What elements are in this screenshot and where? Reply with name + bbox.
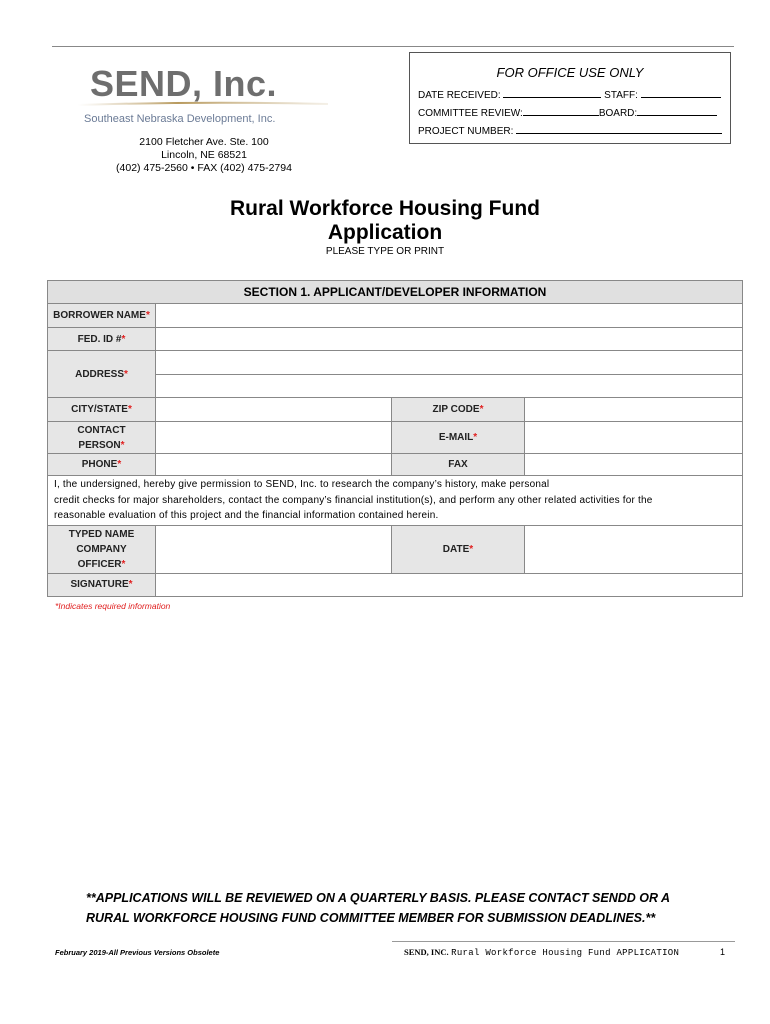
date-label: DATE* <box>392 525 525 573</box>
contact-person-label: CONTACT PERSON* <box>48 422 156 454</box>
title-line-2: Application <box>327 221 443 244</box>
contact-person-field[interactable] <box>156 422 392 454</box>
fax-field[interactable] <box>525 454 743 476</box>
typed-name-officer-field[interactable] <box>156 525 392 573</box>
fed-id-field[interactable] <box>156 328 743 351</box>
phone-number: (402) 475-2560 <box>116 162 188 174</box>
project-number-label: PROJECT NUMBER: <box>418 126 514 137</box>
bullet-icon: • <box>190 162 195 174</box>
fax-label: FAX <box>392 454 525 476</box>
organization-address <box>84 136 324 175</box>
address-field-line-2[interactable] <box>156 375 743 398</box>
address-line-2: Lincoln, NE 68521 <box>161 149 247 161</box>
notice-line-2: RURAL WORKFORCE HOUSING FUND COMMITTEE MEMBER FOR SUBMISSION DEADLINES.** <box>86 911 656 925</box>
fed-id-label: FED. ID #* <box>48 328 156 351</box>
phone-label: PHONE* <box>48 454 156 476</box>
submission-notice <box>86 888 706 928</box>
page-number: 1 <box>720 947 726 957</box>
footer-doc-title: Rural Workforce Housing Fund APPLICATION <box>451 948 680 958</box>
signature-label: SIGNATURE* <box>48 573 156 596</box>
address-field-line-1[interactable] <box>156 351 743 375</box>
consent-line-1: I, the undersigned, hereby give permission to SEND, Inc. to research the company’s history, make personal <box>54 479 550 490</box>
required-note: *Indicates required information <box>55 601 171 611</box>
title-line-1: Rural Workforce Housing Fund <box>230 197 540 220</box>
office-use-title: FOR OFFICE USE ONLY <box>496 65 644 80</box>
date-field[interactable] <box>525 525 743 573</box>
office-row-2 <box>418 106 717 119</box>
instructions: PLEASE TYPE OR PRINT <box>325 246 445 257</box>
staff-field[interactable] <box>641 88 721 98</box>
section-1-header: SECTION 1. APPLICANT/DEVELOPER INFORMATION <box>48 281 743 304</box>
board-field[interactable] <box>637 106 717 116</box>
address-line-1: 2100 Fletcher Ave. Ste. 100 <box>139 136 269 148</box>
footer-rule <box>392 941 735 942</box>
borrower-name-field[interactable] <box>156 304 743 328</box>
committee-review-label: COMMITTEE REVIEW: <box>418 108 523 119</box>
address-contact-line <box>84 162 324 175</box>
office-row-1 <box>418 88 721 101</box>
office-row-3 <box>418 124 722 137</box>
city-state-field[interactable] <box>156 398 392 422</box>
date-received-field[interactable] <box>503 88 601 98</box>
send-logo: SEND, Inc. <box>90 63 278 104</box>
fax-number: FAX (402) 475-2794 <box>197 162 292 174</box>
logo-swoosh-icon <box>78 101 328 107</box>
signature-field[interactable] <box>156 573 743 596</box>
consent-statement <box>48 476 743 526</box>
footer-version-note: February 2019-All Previous Versions Obsolete <box>55 948 220 957</box>
city-state-label: CITY/STATE* <box>48 398 156 422</box>
borrower-name-label: BORROWER NAME* <box>48 304 156 328</box>
footer-org: SEND, INC. <box>404 947 449 957</box>
date-received-label: DATE RECEIVED: <box>418 90 501 101</box>
logo-subtitle: Southeast Nebraska Development, Inc. <box>84 113 276 125</box>
zip-code-field[interactable] <box>525 398 743 422</box>
page-title <box>0 197 770 245</box>
board-label: BOARD: <box>598 108 638 119</box>
phone-field[interactable] <box>156 454 392 476</box>
email-label: E-MAIL* <box>392 422 525 454</box>
consent-line-2: credit checks for major shareholders, contact the company’s financial institution(s), and perform any other related activities for the <box>54 494 653 506</box>
top-rule <box>52 46 734 47</box>
project-number-field[interactable] <box>516 124 722 134</box>
office-use-box <box>409 52 731 144</box>
staff-label: STAFF: <box>604 90 638 101</box>
consent-line-3: reasonable evaluation of this project and the financial information contained herein. <box>54 510 439 521</box>
footer-document-name <box>404 947 679 958</box>
notice-line-1: **APPLICATIONS WILL BE REVIEWED ON A QUARTERLY BASIS. PLEASE CONTACT SENDD OR A <box>86 891 671 905</box>
applicant-info-table <box>47 280 743 597</box>
committee-review-field[interactable] <box>523 106 599 116</box>
zip-code-label: ZIP CODE* <box>392 398 525 422</box>
address-label: ADDRESS* <box>48 351 156 398</box>
typed-name-officer-label: TYPED NAME COMPANY OFFICER* <box>48 525 156 573</box>
email-field[interactable] <box>525 422 743 454</box>
